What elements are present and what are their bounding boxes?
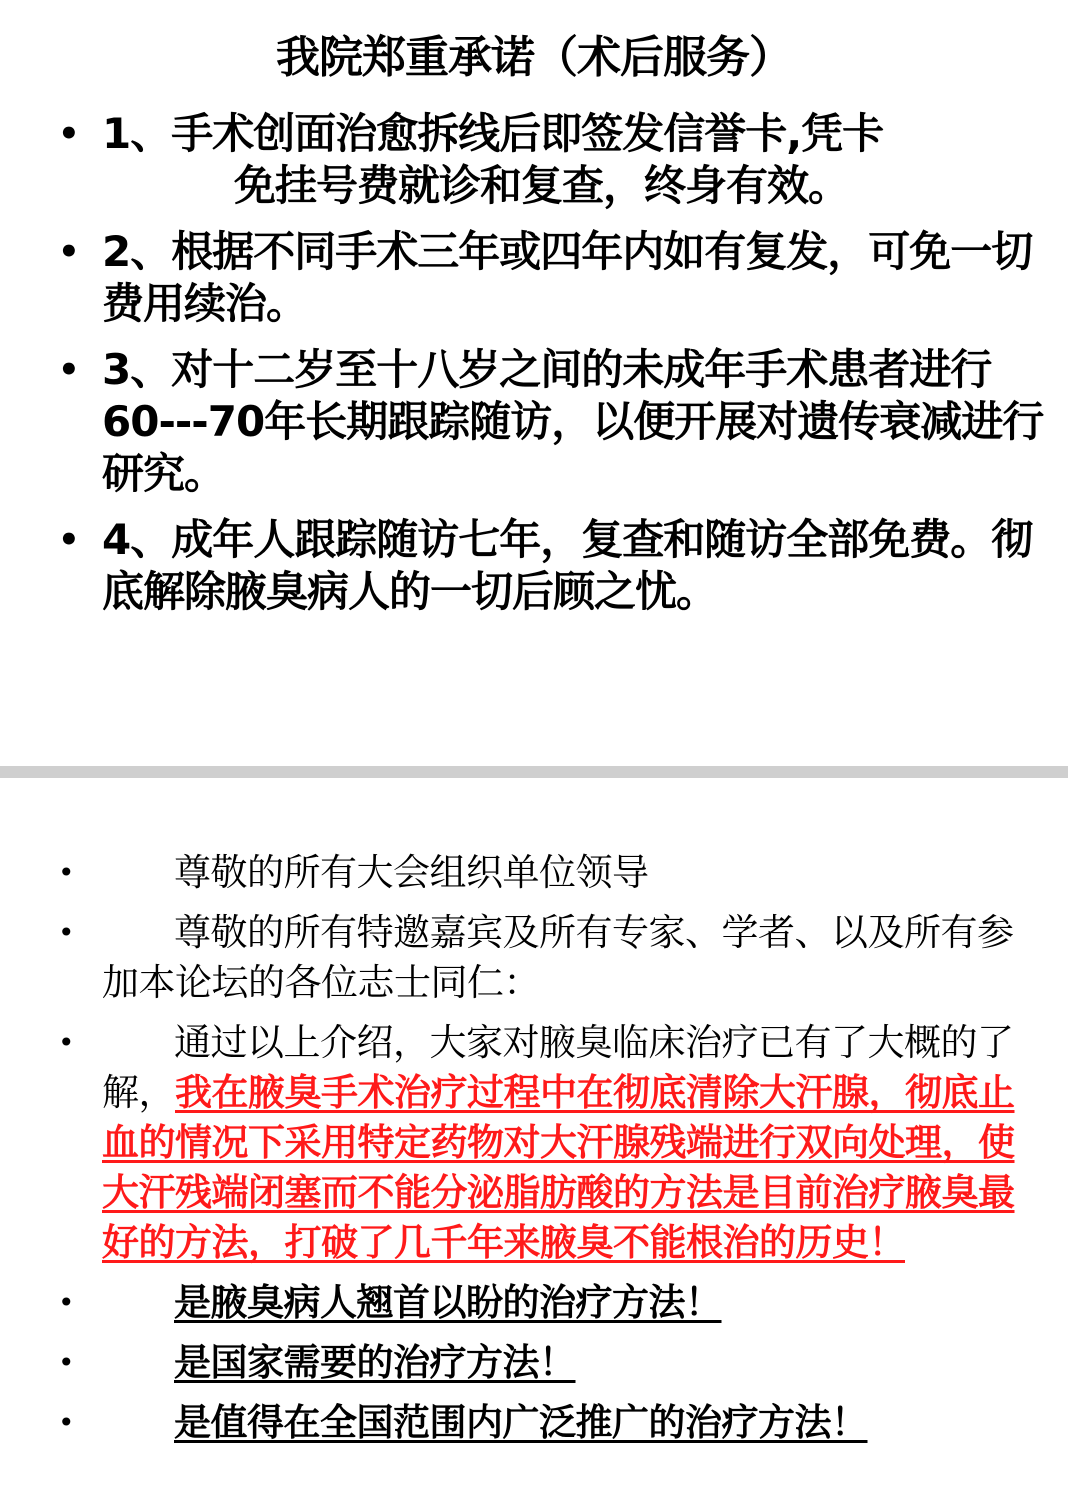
item-text-line2: 免挂号费就诊和复查，终身有效。: [234, 161, 850, 210]
list-item: [58, 226, 1048, 330]
list-item: [58, 514, 1048, 618]
commitment-list: [58, 108, 1048, 632]
item-text: 尊敬的所有大会组织单位领导: [174, 851, 649, 894]
slide-title: 我院郑重承诺（术后服务）: [276, 32, 792, 83]
list-item: [58, 1338, 1048, 1388]
speech-list: [58, 848, 1048, 1458]
bullet-icon: •: [58, 1286, 75, 1319]
bullet-icon: •: [58, 232, 79, 272]
bullet-icon: •: [58, 350, 79, 390]
bullet-icon: •: [58, 1406, 75, 1439]
item-text-line1: 1、手术创面治愈拆线后即签发信誉卡,凭卡: [102, 109, 884, 158]
slide-speech: [0, 778, 1068, 1489]
bullet-icon: •: [58, 520, 79, 560]
list-item: [58, 1018, 1048, 1268]
item-text: 3、对十二岁至十八岁之间的未成年手术患者进行60---70年长期跟踪随访，以便开展对遗传衰减进行研究。: [102, 345, 1044, 498]
list-item: [58, 1278, 1048, 1328]
bullet-icon: •: [58, 114, 79, 154]
item-text: 尊敬的所有特邀嘉宾及所有专家、学者、以及所有参加本论坛的各位志士同仁：: [102, 911, 1014, 1004]
item-text-highlight: 我在腋臭手术治疗过程中在彻底清除大汗腺，彻底止血的情况下采用特定药物对大汗腺残端进行双向处理，使大汗残端闭塞而不能分泌脂肪酸的方法是目前治疗腋臭最好的方法，打破了几千年来腋臭不能根治的历史！: [102, 1071, 1015, 1264]
list-item: [58, 344, 1048, 500]
item-text-underlined: 是腋臭病人翘首以盼的治疗方法！: [174, 1281, 722, 1324]
item-text: 2、根据不同手术三年或四年内如有复发，可免一切费用续治。: [102, 227, 1033, 328]
item-text-underlined: 是值得在全国范围内广泛推广的治疗方法！: [174, 1401, 868, 1444]
bullet-icon: •: [58, 1026, 75, 1059]
item-text-underlined: 是国家需要的治疗方法！: [174, 1341, 576, 1384]
item-text-plain: 通过以上介绍，大家对腋臭临床治疗已有了大概的了解，: [102, 1021, 1014, 1114]
list-item: [58, 1398, 1048, 1448]
bullet-icon: •: [58, 856, 75, 889]
bullet-icon: •: [58, 1346, 75, 1379]
bullet-icon: •: [58, 916, 75, 949]
slide-divider: [0, 766, 1068, 778]
list-item: [58, 848, 1048, 898]
list-item: [58, 108, 1048, 212]
list-item: [58, 908, 1048, 1008]
item-text: 4、成年人跟踪随访七年，复查和随访全部免费。彻底解除腋臭病人的一切后顾之忧。: [102, 515, 1033, 616]
